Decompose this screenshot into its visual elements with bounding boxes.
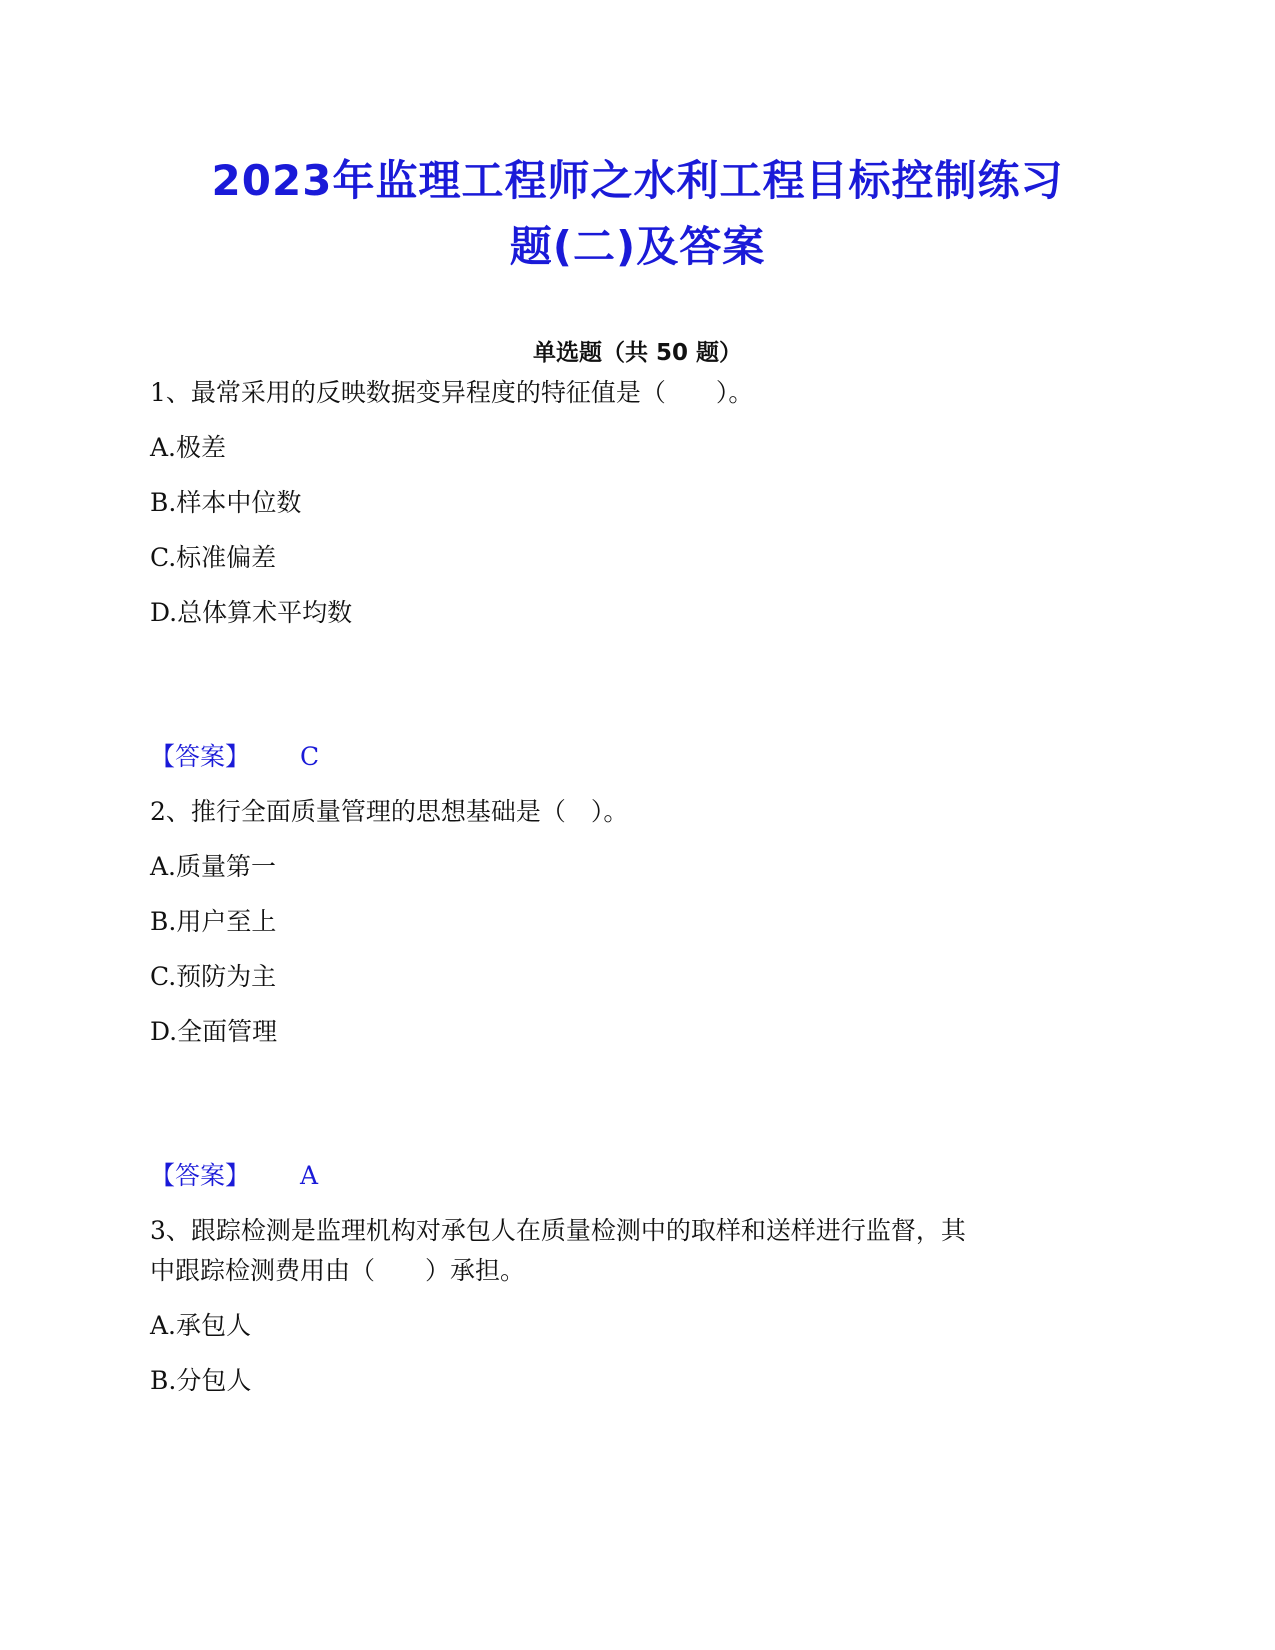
question-1-option-d: D.总体算术平均数 <box>150 598 353 627</box>
answer-value: C <box>300 742 320 771</box>
question-2-option-c: C.预防为主 <box>150 962 277 991</box>
document-title <box>120 148 1155 280</box>
section-heading: 单选题（共 50 题） <box>532 340 743 366</box>
question-1-stem: 1、最常采用的反映数据变异程度的特征值是（ ）。 <box>150 378 754 407</box>
question-3-option-a: A.承包人 <box>150 1311 252 1340</box>
question-2-option-d: D.全面管理 <box>150 1017 278 1046</box>
question-1-option-a: A.极差 <box>150 433 227 462</box>
answer-value: A <box>300 1161 319 1190</box>
title-line-1: 2023年监理工程师之水利工程目标控制练习 <box>211 156 1064 205</box>
question-1-answer <box>150 736 1110 778</box>
question-2-answer <box>150 1155 1110 1197</box>
question-3-stem-line-2: 中跟踪检测费用由（ ）承担。 <box>150 1256 526 1285</box>
question-2-option-a: A.质量第一 <box>150 852 277 881</box>
question-3-option-b: B.分包人 <box>150 1366 252 1395</box>
question-2-option-b: B.用户至上 <box>150 907 277 936</box>
answer-label: 【答案】 <box>150 1161 251 1190</box>
question-1-option-c: C.标准偏差 <box>150 543 277 572</box>
question-2-stem: 2、推行全面质量管理的思想基础是（ ）。 <box>150 797 629 826</box>
answer-label: 【答案】 <box>150 742 251 771</box>
title-line-2: 题(二)及答案 <box>509 222 766 271</box>
question-3-stem-line-1: 3、跟踪检测是监理机构对承包人在质量检测中的取样和送样进行监督，其 <box>150 1216 966 1245</box>
question-1-option-b: B.样本中位数 <box>150 488 302 517</box>
